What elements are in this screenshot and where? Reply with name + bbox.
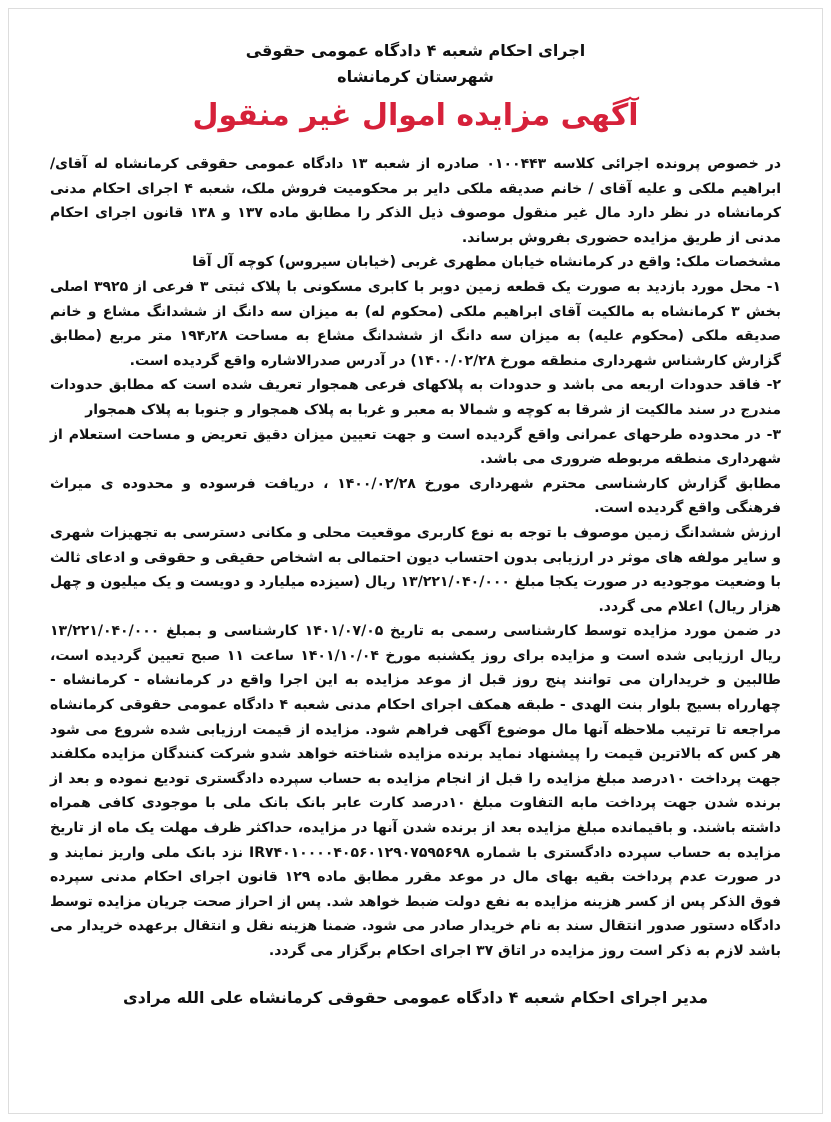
court-name: اجرای احکام شعبه ۴ دادگاه عمومی حقوقی [245, 41, 586, 60]
auction-terms-paragraph: در ضمن مورد مزایده توسط کارشناسی رسمی به تاریخ ۱۴۰۱/۰۷/۰۵ کارشناسی و بمبلغ ۱۳/۲۲۱/۰۴۰/۰۰۰ ریال ارزیابی شده است و مزایده برای روز یکشنبه مورخ ۱۴۰۱/۱۰/۰۴ ساعت ۱۱ صبح تعیین گردیده است، طالبین و خریداران می توانند پنج روز قبل از موعد مزایده به این اجرا واقع در کرمانشاه - کرمانشاه - چهارراه بسیج بلوار بنت الهدی - طبقه همکف اجرای احکام مدنی شعبه ۴ دادگاه عمومی حقوقی کرمانشاه مراجعه تا ترتیب ملاحظه آنها مال موضوع آگهی فراهم شود. مزایده از قیمت ارزیابی شده شروع می شود هر کس که بالاترین قیمت را پیشنهاد نماید برنده مزایده شناخته خواهد شدو شرکت کنندگان مزایده مکلفند جهت پرداخت ۱۰درصد مبلغ مزایده را قبل از انجام مزایده به حساب سپرده دادگستری تودیع نموده و بعد از برنده شدن جهت پرداخت مابه التفاوت مبلغ ۱۰درصد کارت عابر بانک بانک ملی با موجودی کافی همراه داشته باشند. و باقیمانده مبلغ مزایده بعد از برنده شدن آنها در مزایده، حداکثر ظرف مهلت یک ماه از تاریخ مزایده به حساب سپرده دادگستری با شماره IR۷۴۰۱۰۰۰۰۴۰۵۶۰۱۲۹۰۷۵۹۵۶۹۸ نزد بانک ملی واریز نمایند و در صورت عدم پرداخت بقیه بهای مال در موعد مقرر مطابق ماده ۱۲۹ قانون اجرای احکام مدنی سپرده فوق الذکر پس از کسر هزینه مزایده به نفع دولت ضبط خواهد شد. پس از احراز صحت جریان مزایده توسط دادگاه دستور صدور انتقال سند به نام خریدار صادر می شود. ضمنا هزینه نقل و انتقال برعهده خریدار می باشد لازم به ذکر است روز مزایده در اتاق ۳۷ اجرای احکام برگزار می گردد. [50, 623, 782, 959]
property-specs: مشخصات ملک: واقع در کرمانشاه خیابان مطهری غربی (خیابان سیروس) کوچه آل آقا [192, 254, 781, 271]
city-name: شهرستان کرمانشاه [337, 67, 494, 86]
intro-paragraph: در خصوص پرونده اجرائی کلاسه ۰۱۰۰۴۴۳ صادره از شعبه ۱۳ دادگاه عمومی حقوقی کرمانشاه له آقای/ ابراهیم ملکی و علیه آقای / خانم صدیقه ملکی دایر بر محکومیت فروش ملک، شعبه ۴ اجرای احکام مدنی کرمانشاه در نظر دارد مال غیر منقول موصوف ذیل الذکر را مطابق ماده ۱۳۷ و ۱۳۸ قانون اجرای احکام مدنی از طریق مزایده حضوری بفروش برساند. [50, 156, 782, 246]
valuation-paragraph: ارزش ششدانگ زمین موصوف با توجه به نوع کاربری موقعیت محلی و مکانی دسترسی به تجهیزات شهری و سایر مولفه های موثر در ارزیابی بدون احتساب دیون احتمالی به اشخاص حقیقی و حقوقی و ادعای ثالث با وضعیت موجودیه در صورت یکجا مبلغ ۱۳/۲۲۱/۰۴۰/۰۰۰ ریال (سیزده میلیارد و دویست و یک میلیون و چهل هزار ریال) اعلام می گردد. [50, 524, 781, 615]
item-3-paragraph: ۳- در محدوده طرحهای عمرانی واقع گردیده است و جهت تعیین میزان دقیق تعریض و مساحت استعلام از شهرداری منطقه مربوطه ضروری می باشد. [50, 426, 781, 468]
notice-header [50, 38, 781, 138]
item-2-paragraph: ۲- فاقد حدودات اربعه می باشد و حدودات به پلاکهای فرعی همجوار تعریف شده است که مطابق حدودات مندرج در سند مالکیت از شرقا به کوچه و شمالا به معبر و غربا به پلاک همجوار و جنوبا به پلاک همجوار [50, 377, 781, 418]
signature-line: مدیر اجرای احکام شعبه ۴ دادگاه عمومی حقوقی کرمانشاه علی الله مرادی [122, 987, 708, 1007]
notice-body [50, 152, 781, 964]
municipality-report-paragraph: مطابق گزارش کارشناسی محترم شهرداری مورخ ۱۴۰۰/۰۲/۲۸ ، دریافت فرسوده و محدوده ی میراث فرهنگی واقع گردیده است. [50, 475, 781, 517]
notice-title: آگهی مزایده اموال غیر منقول [192, 98, 639, 133]
item-1-paragraph: ۱- محل مورد بازدید به صورت یک قطعه زمین دوبر با کابری مسکونی با پلاک ثبتی ۳ فرعی از ۳۹۲۵ اصلی بخش ۳ کرمانشاه به مالکیت آقای ابراهیم ملکی (محکوم له) به میزان سه دانگ از ششدانگ مشاع و خانم صدیقه ملکی (محکوم علیه) به میزان سه دانگ از ششدانگ مشاع به مساحت ۱۹۴٫۲۸ متر مربع (مطابق گزارش کارشناس شهرداری منطقه مورخ ۱۴۰۰/۰۲/۲۸) در آدرس صدرالاشاره واقع گردیده است. [50, 278, 781, 369]
